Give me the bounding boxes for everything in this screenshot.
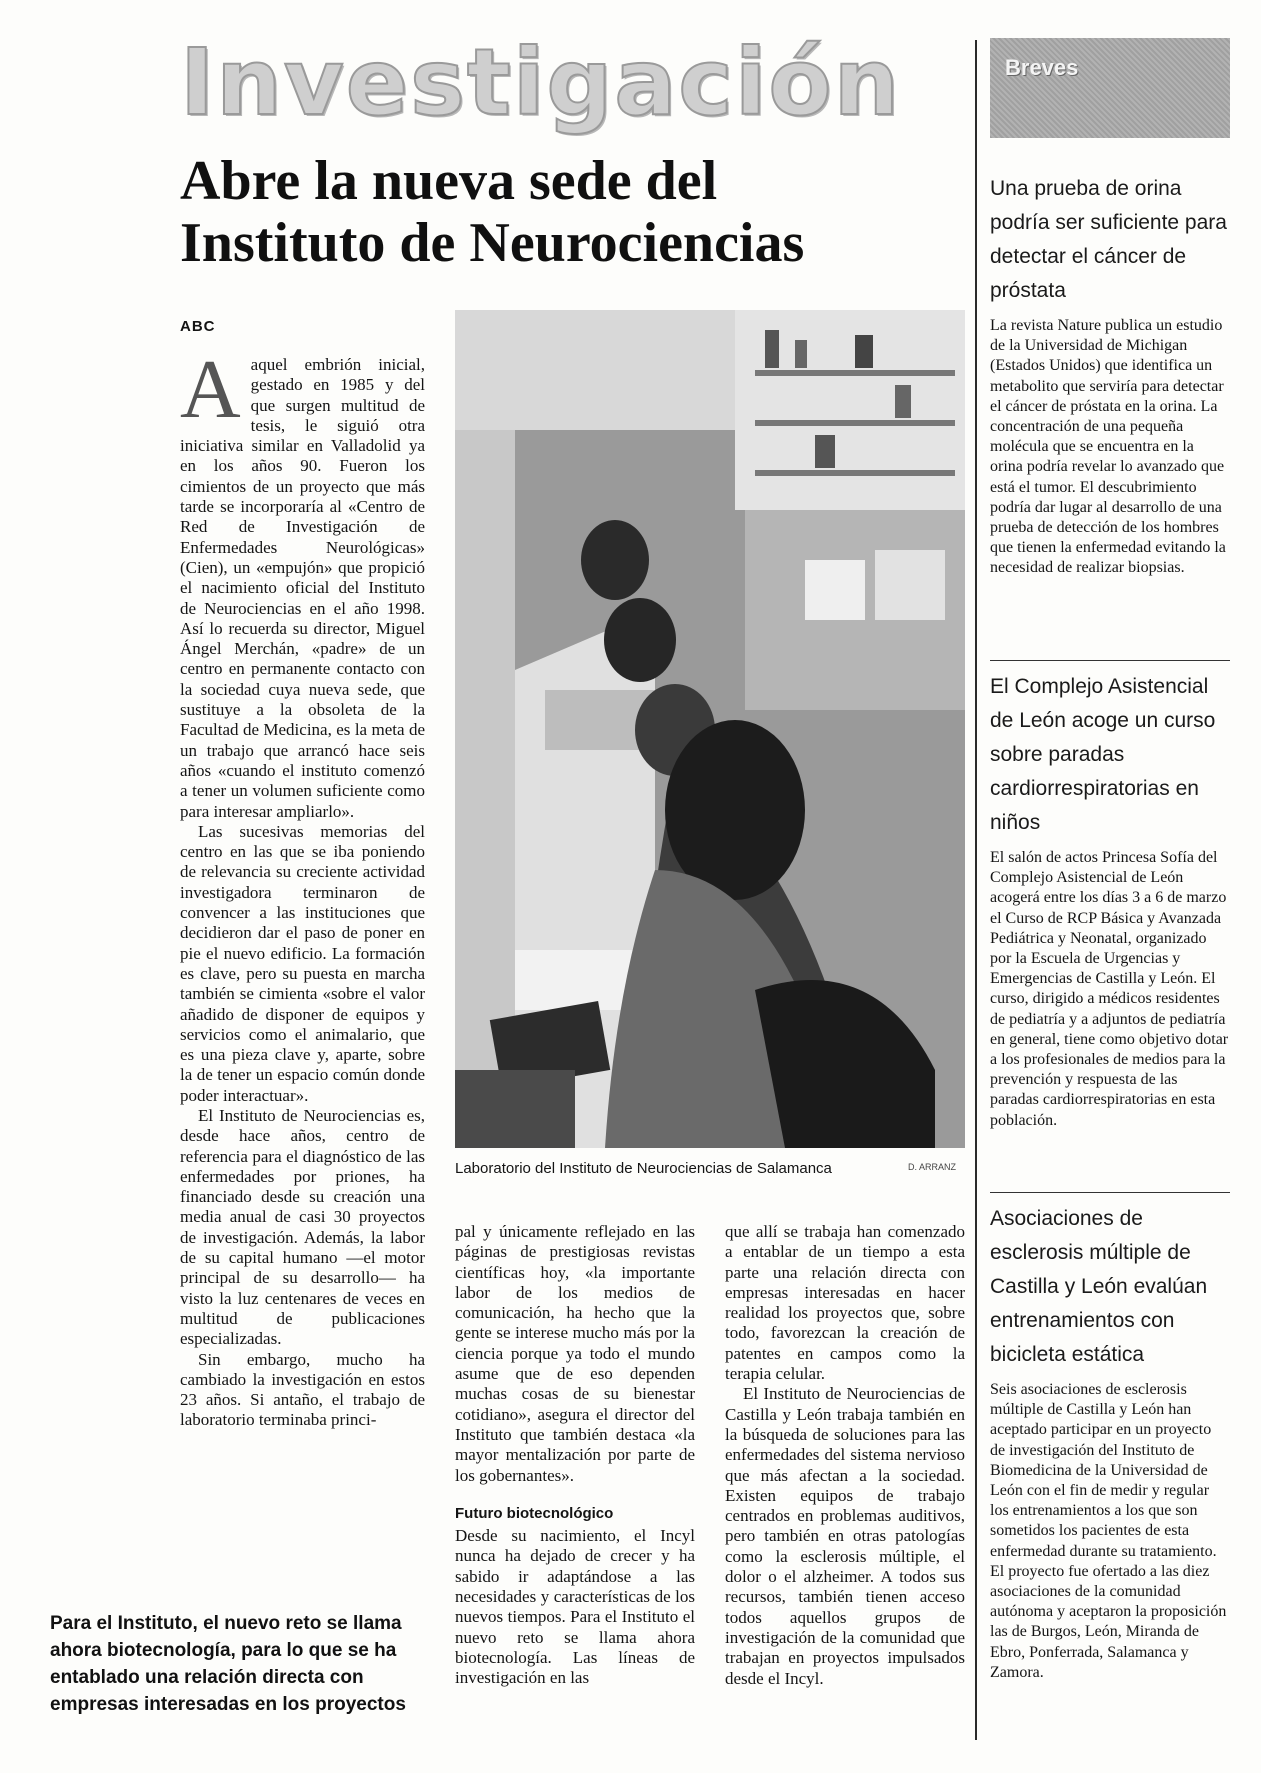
breves-header-box [990, 38, 1230, 138]
drop-cap: A [180, 343, 241, 436]
section-title: Investigación [180, 29, 902, 136]
brief-title: Asociaciones de esclerosis múltiple de Castilla y León evalúan entrenamientos con bicicleta estática [990, 1207, 1208, 1366]
brief-divider [990, 1192, 1230, 1193]
pull-quote: Para el Instituto, el nuevo reto se llama ahora biotecnología, para lo que se ha entablado una relación directa con empresas interesadas en los proyectos [50, 1613, 406, 1715]
lab-photo-illustration [455, 310, 965, 1148]
article-column-1 [180, 343, 425, 1431]
brief-divider [990, 660, 1230, 661]
brief-item [990, 172, 1230, 579]
column-divider [975, 40, 977, 1740]
article-column-3 [725, 1222, 965, 1689]
headline: Abre la nueva sede del Instituto de Neurociencias [180, 150, 805, 274]
article-paragraph: El Instituto de Neurociencias de Castilla y León trabaja también en la búsqueda de soluciones para las enfermedades del sistema nervioso que más afectan a la sociedad. Existen equipos de trabajo centrados en problemas auditivos, pero también en otras patologías como la esclerosis múltiple, el dolor o el alzheimer. A todos sus recursos, también tienen acceso todos aquellos grupos de investigación de la comunidad que trabajan en proyectos impulsados desde el Incyl. [725, 1384, 965, 1688]
article-paragraph: Sin embargo, mucho ha cambiado la investigación en estos 23 años. Si antaño, el trabajo de laboratorio terminaba princi- [180, 1349, 425, 1430]
lab-photo [455, 310, 965, 1148]
breves-label: Breves [1005, 55, 1079, 80]
article-paragraph: que allí se trabaja han comenzado a entablar de un tiempo a esta parte una relación directa con empresas interesadas en hacer realidad los proyectos que, sobre todo, favorezcan la creación de patentes en campos como la terapia celular. [725, 1222, 965, 1384]
photo-caption: Laboratorio del Instituto de Neurociencias de Salamanca [455, 1160, 832, 1177]
byline: ABC [180, 318, 216, 335]
article-column-2 [455, 1222, 695, 1689]
article-paragraph: Desde su nacimiento, el Incyl nunca ha dejado de crecer y ha sabido ir adaptándose a las necesidades y características de los nuevos tiempos. Para el Instituto el nuevo reto se llama ahora biotecnología. Las líneas de investigación en las [455, 1526, 695, 1688]
brief-text: Seis asociaciones de esclerosis múltiple de Castilla y León han aceptado participar en un proyecto de investigación del Instituto de Biomedicina de la Universidad de León con el fin de medir y regular los entrenamientos a los que son sometidos los pacientes de esta enfermedad durante su tratamiento. El proyecto fue ofertado a las diez asociaciones de la comunidad autónoma y aceptaron la proposición las de Burgos, León, Miranda de Ebro, Ponferrada, Salamanca y Zamora. [990, 1381, 1227, 1681]
brief-item [990, 1202, 1230, 1683]
photo-credit: D. ARRANZ [908, 1162, 957, 1172]
article-subhead: Futuro biotecnológico [455, 1504, 614, 1522]
brief-text: El salón de actos Princesa Sofía del Complejo Asistencial de León acogerá entre los días 3 a 6 de marzo el Curso de RCP Básica y Avanzada Pediátrica y Neonatal, organizado por la Escuela de Urgencias y Emergencias de Castilla y León. El curso, dirigido a médicos residentes de pediatría y a adjuntos de pediatría en general, tiene como objetivo dotar a los profesionales de medios para la prevención y respuesta de las paradas cardiorrespiratorias en esta población. [990, 849, 1229, 1129]
article-paragraph: pal y únicamente reflejado en las páginas de prestigiosas revistas científicas hoy, «la importante labor de los medios de comunicación, ha hecho que la gente se interese mucho más por la ciencia porque ya todo el mundo asume que de eso dependen muchas cosas de su bienestar cotidiano», asegura el director del Instituto que también destaca «la mayor mentalización por parte de los gobernantes». [455, 1222, 695, 1485]
article-paragraph: El Instituto de Neurociencias es, desde hace años, centro de referencia para el diagnóstico de las enfermedades por priones, ha financiado desde su creación una media anual de casi 30 proyectos de investigación. Además, la labor de su capital humano —el motor principal de su desarrollo— ha visto la luz centenares de veces en multitud de publicaciones especializadas. [180, 1105, 425, 1349]
brief-text: La revista Nature publica un estudio de la Universidad de Michigan (Estados Unidos) que identifica un metabolito que serviría para detectar el cáncer de próstata en la orina. La concentración de una pequeña molécula que se encuentra en la orina podría revelar lo avanzado que está el tumor. El descubrimiento podría dar lugar al desarrollo de una prueba de detección de los hombres que tienen la enfermedad evitando la necesidad de realizar biopsias. [990, 317, 1226, 577]
article-paragraph: Las sucesivas memorias del centro en las que se iba poniendo de relevancia su creciente actividad investigadora terminaron de convencer a las instituciones que decidieron dar el paso de poner en pie el nuevo edificio. La formación es clave, pero su puesta en marcha también se cimienta «sobre el valor añadido de disponer de equipos y servicios como el animalario, que es una pieza clave y, aparte, sobre la de tener un espacio común donde poder interactuar». [180, 821, 425, 1105]
brief-item [990, 670, 1230, 1131]
article-paragraph: Aaquel embrión inicial, gestado en 1985 y del que surgen multitud de tesis, le siguió otra iniciativa similar en Valladolid ya en los años 90. Fueron los cimientos de un proyecto que más tarde se incorporaría al «Centro de Red de Investigación de Enfermedades Neurológicas» (Cien), un «empujón» que propició el nacimiento oficial del Instituto de Neurociencias en el año 1998. Así lo recuerda su director, Miguel Ángel Merchán, «padre» de un centro en permanente contacto con la sociedad cuya nueva sede, que sustituye a la obsoleta de la Facultad de Medicina, es la meta de un trabajo que arrancó hace seis años «cuando el instituto comenzó a tener un volumen suficiente como para interesar ampliarlo». [180, 343, 425, 821]
brief-title: Una prueba de orina podría ser suficiente para detectar el cáncer de próstata [990, 177, 1227, 302]
brief-title: El Complejo Asistencial de León acoge un curso sobre paradas cardiorrespiratorias en niños [990, 675, 1216, 834]
